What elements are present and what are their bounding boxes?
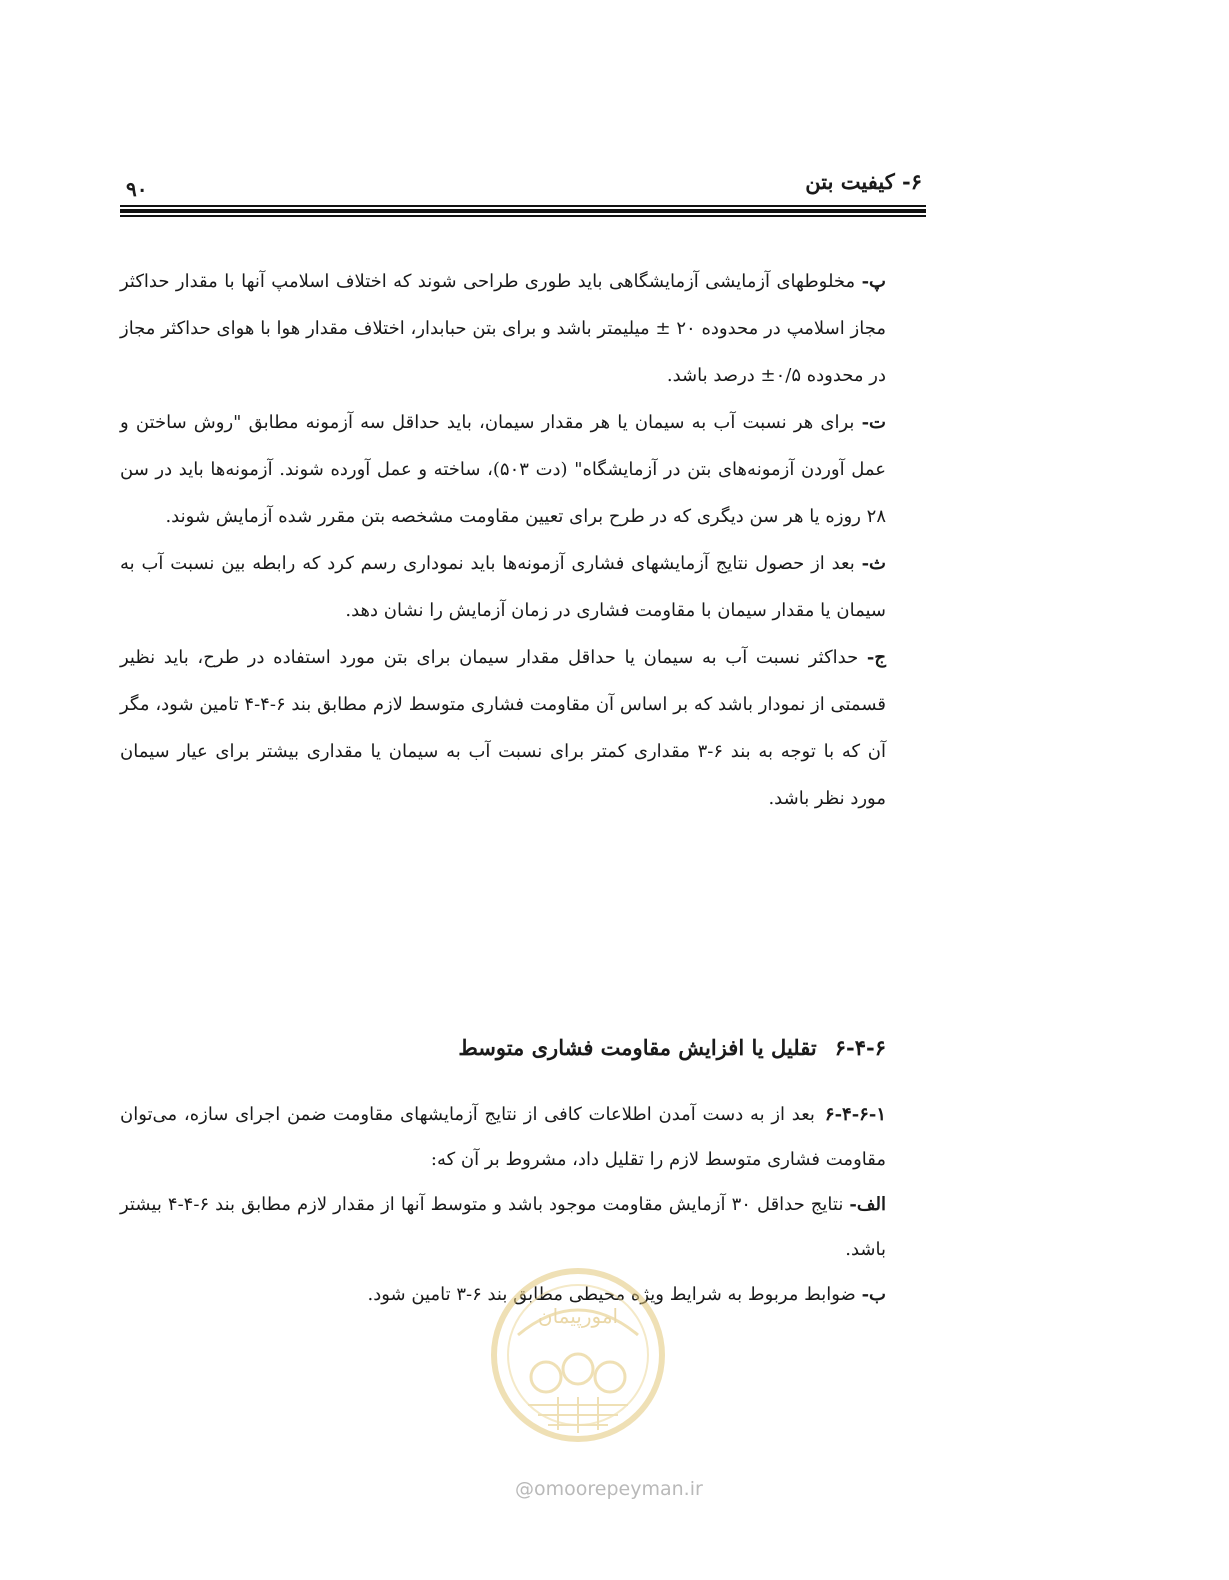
watermark-logo-icon (488, 1265, 668, 1445)
condition-lead: ب- (861, 1284, 886, 1305)
header-rule-middle (120, 209, 926, 213)
section-number: ۶-۴-۶ (834, 1035, 886, 1060)
paragraph-text: بعد از حصول نتایج آزمایشهای فشاری آزمونه‌ها باید نموداری رسم کرد که رابطه بین نسبت آب به سیمان یا مقدار سیمان با مقاومت فشاری در زمان آزمایش را نشان دهد. (120, 553, 886, 621)
chapter-title: ۶- کیفیت بتن (805, 169, 922, 194)
watermark-logo-text: امورپیمان (537, 1304, 619, 1328)
page-header (120, 165, 926, 205)
paragraph-pe (120, 258, 886, 399)
condition-alef (120, 1182, 886, 1272)
paragraph-te (120, 399, 886, 540)
section-title: تقلیل یا افزایش مقاومت فشاری متوسط (458, 1035, 817, 1060)
header-rule-bottom (120, 215, 926, 217)
paragraph-lead: ث- (861, 553, 886, 574)
condition-text: نتایج حداقل ۳۰ آزمایش مقاومت موجود باشد و متوسط آنها از مقدار لازم مطابق بند ۶-۴-۴ بیشتر باشد. (120, 1194, 886, 1260)
paragraph-lead: پ- (861, 271, 886, 292)
subsection-text: بعد از به دست آمدن اطلاعات کافی از نتایج آزمایشهای مقاومت ضمن اجرای سازه، می‌توان مقاومت فشاری متوسط لازم را تقلیل داد، مشروط بر آن که: (120, 1104, 886, 1170)
header-rule-top (120, 205, 926, 207)
paragraph-lead: ج- (866, 647, 886, 668)
paragraph-text: حداکثر نسبت آب به سیمان یا حداقل مقدار سیمان برای بتن مورد استفاده در طرح، باید نظیر قسمتی از نمودار باشد که بر اساس آن مقاومت فشاری متوسط لازم مطابق بند ۶-۴-۴ تامین شود، مگر آن که با توجه به بند ۶-۳ مقداری کمتر برای نسبت آب به سیمان یا مقداری بیشتر برای عیار سیمان مورد نظر باشد. (120, 647, 886, 809)
paragraph-lead: ت- (861, 412, 886, 433)
paragraph-jim (120, 634, 886, 822)
subsection-paragraph (120, 1092, 886, 1182)
paragraph-text: برای هر نسبت آب به سیمان یا هر مقدار سیمان، باید حداقل سه آزمونه مطابق "روش ساختن و عمل آوردن آزمونه‌های بتن در آزمایشگاه" (دت ۵۰۳)، ساخته و عمل آورده شوند. آزمونه‌ها باید در سن ۲۸ روزه یا هر سن دیگری که در طرح برای تعیین مقاومت مشخصه بتن مقرر شده آزمایش شوند. (120, 412, 887, 527)
watermark-url: @omoorepeyman.ir (515, 1478, 703, 1500)
condition-lead: الف- (849, 1194, 886, 1215)
paragraph-text: مخلوطهای آزمایشی آزمایشگاهی باید طوری طراحی شوند که اختلاف اسلامپ آنها با مقدار حداکثر مجاز اسلامپ در محدوده ۲۰ ± میلیمتر باشد و برای بتن حبابدار، اختلاف مقدار هوا با هوای حداکثر مجاز در محدوده ۰/۵± درصد باشد. (120, 271, 886, 386)
paragraph-se (120, 540, 886, 634)
subsection-number: ۶-۴-۶-۱ (824, 1104, 886, 1125)
page-number: ۹۰ (126, 177, 148, 201)
body-text (120, 258, 886, 822)
section-heading (120, 1030, 886, 1066)
condition-text: ضوابط مربوط به شرایط ویژه محیطی مطابق بند ۶-۳ تامین شود. (367, 1284, 862, 1305)
